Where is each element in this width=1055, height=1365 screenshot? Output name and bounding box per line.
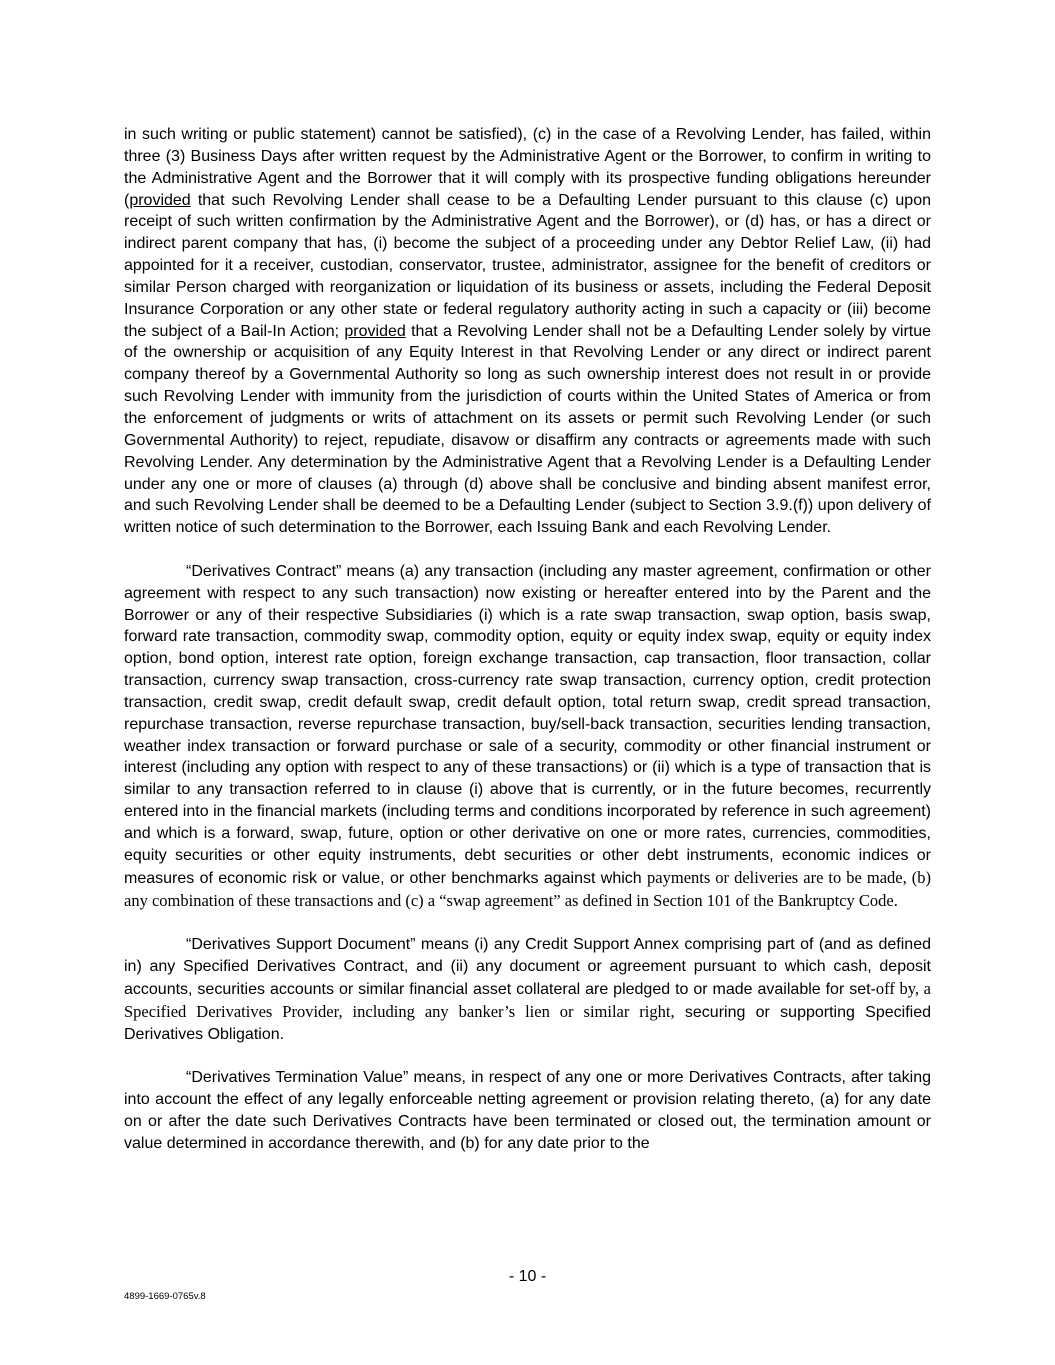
continuation-text-2: that such Revolving Lender shall cease to be a Defaulting Lender pursuant to this clause (c) upon receipt of such written confirmation by the Administrative Agent and the Borrower), or (d) has, or has a direct or indirect parent company that has, (i) become the subject of a proceeding under any Debtor Relief Law, (ii) had appointed for it a receiver, custodian, conservator, trustee, administrator, assignee for the benefit of creditors or similar Person charged with reorganization or liquidation of its business or assets, including the Federal Deposit Insurance Corporation or any other state or federal regulatory authority acting in such a capacity or (iii) become the subject of a Bail-In Action; [124,191,931,340]
provided-underlined-1: provided [129,191,191,209]
continuation-text-3: that a Revolving Lender shall not be a Defaulting Lender solely by virtue of the ownership or acquisition of any Equity Interest in that Revolving Lender or any direct or indirect parent company thereof by a Governmental Authority so long as such ownership interest does not result in or provide such Revolving Lender with immunity from the jurisdiction of courts within the United States of America or from the enforcement of judgments or writs of attachment on its assets or permit such Revolving Lender (or such Governmental Authority) to reject, repudiate, disavow or disaffirm any contracts or agreements made with such Revolving Lender. Any determination by the Administrative Agent that a Revolving Lender is a Defaulting Lender under any one or more of clauses (a) through (d) above shall be conclusive and binding absent manifest error, and such Revolving Lender shall be deemed to be a Defaulting Lender (subject to Section 3.9.(f)) upon delivery of written notice of such determination to the Borrower, each Issuing Bank and each Revolving Lender. [124,322,932,537]
derivatives-contract-text-serif: payments or deliveries are to be made, (b) any combination of these transactions and (c) a “swap agreement” as defined in Section 101 of the Bankruptcy Code. [124,867,932,910]
derivatives-termination-value-definition [124,1067,931,1154]
defaulting-lender-continuation [124,124,931,539]
derivatives-support-document-text-serif: off by, a Specified Derivatives Provider, including any banker’s lien or similar right, [124,978,931,1021]
derivatives-support-document-text-end: securing or supporting Specified Derivatives Obligation. [124,1003,931,1043]
document-id: 4899-1669-0765v.8 [124,1291,206,1302]
document-body [124,124,931,1177]
derivatives-support-document-definition [124,934,931,1045]
derivatives-contract-text: “Derivatives Contract” means (a) any transaction (including any master agreement, confirmation or other agreement with respect to any such transaction) now existing or hereafter entered into by the Parent and the Borrower or any of their respective Subsidiaries (i) which is a rate swap transaction, swap option, basis swap, forward rate transaction, commodity swap, commodity option, equity or equity index swap, equity or equity index option, bond option, interest rate option, foreign exchange transaction, cap transaction, floor transaction, collar transaction, currency swap transaction, cross-currency rate swap transaction, currency option, credit protection transaction, credit swap, credit default swap, credit default option, total return swap, credit spread transaction, repurchase transaction, reverse repurchase transaction, buy/sell-back transaction, securities lending transaction, weather index transaction or forward purchase or sale of a security, commodity or other financial instrument or interest (including any option with respect to any of these transactions) or (ii) which is a type of transaction that is similar to any transaction referred to in clause (i) above that is currently, or in the future becomes, recurrently entered into in the financial markets (including terms and conditions incorporated by reference in such agreement) and which is a forward, swap, future, option or other derivative on one or more rates, currencies, commodities, equity securities or other equity instruments, debt securities or other debt instruments, economic indices or measures of economic risk or value, or other benchmarks against which [124,562,931,887]
derivatives-support-document-text: “Derivatives Support Document” means (i) any Credit Support Annex comprising part of (and as defined in) any Specified Derivatives Contract, and (ii) any document or agreement pursuant to which cash, deposit accounts, securities accounts or similar financial asset collateral are pledged to or made available for set- [124,936,931,998]
page-number: - 10 - [508,1268,547,1285]
continuation-text-1: in such writing or public statement) cannot be satisfied), (c) in the case of a Revolving Lender, has failed, within three (3) Business Days after written request by the Administrative Agent or the Borrower, to confirm in writing to the Administrative Agent and the Borrower that it will comply with its prospective funding obligations hereunder ( [124,126,931,209]
derivatives-contract-definition [124,561,931,913]
provided-underlined-2: provided [344,322,406,340]
derivatives-termination-value-text: “Derivatives Termination Value” means, in respect of any one or more Derivatives Contracts, after taking into account the effect of any legally enforceable netting agreement or provision relating thereto, (a) for any date on or after the date such Derivatives Contracts have been terminated or closed out, the termination amount or value determined in accordance therewith, and (b) for any date prior to the [124,1069,931,1152]
